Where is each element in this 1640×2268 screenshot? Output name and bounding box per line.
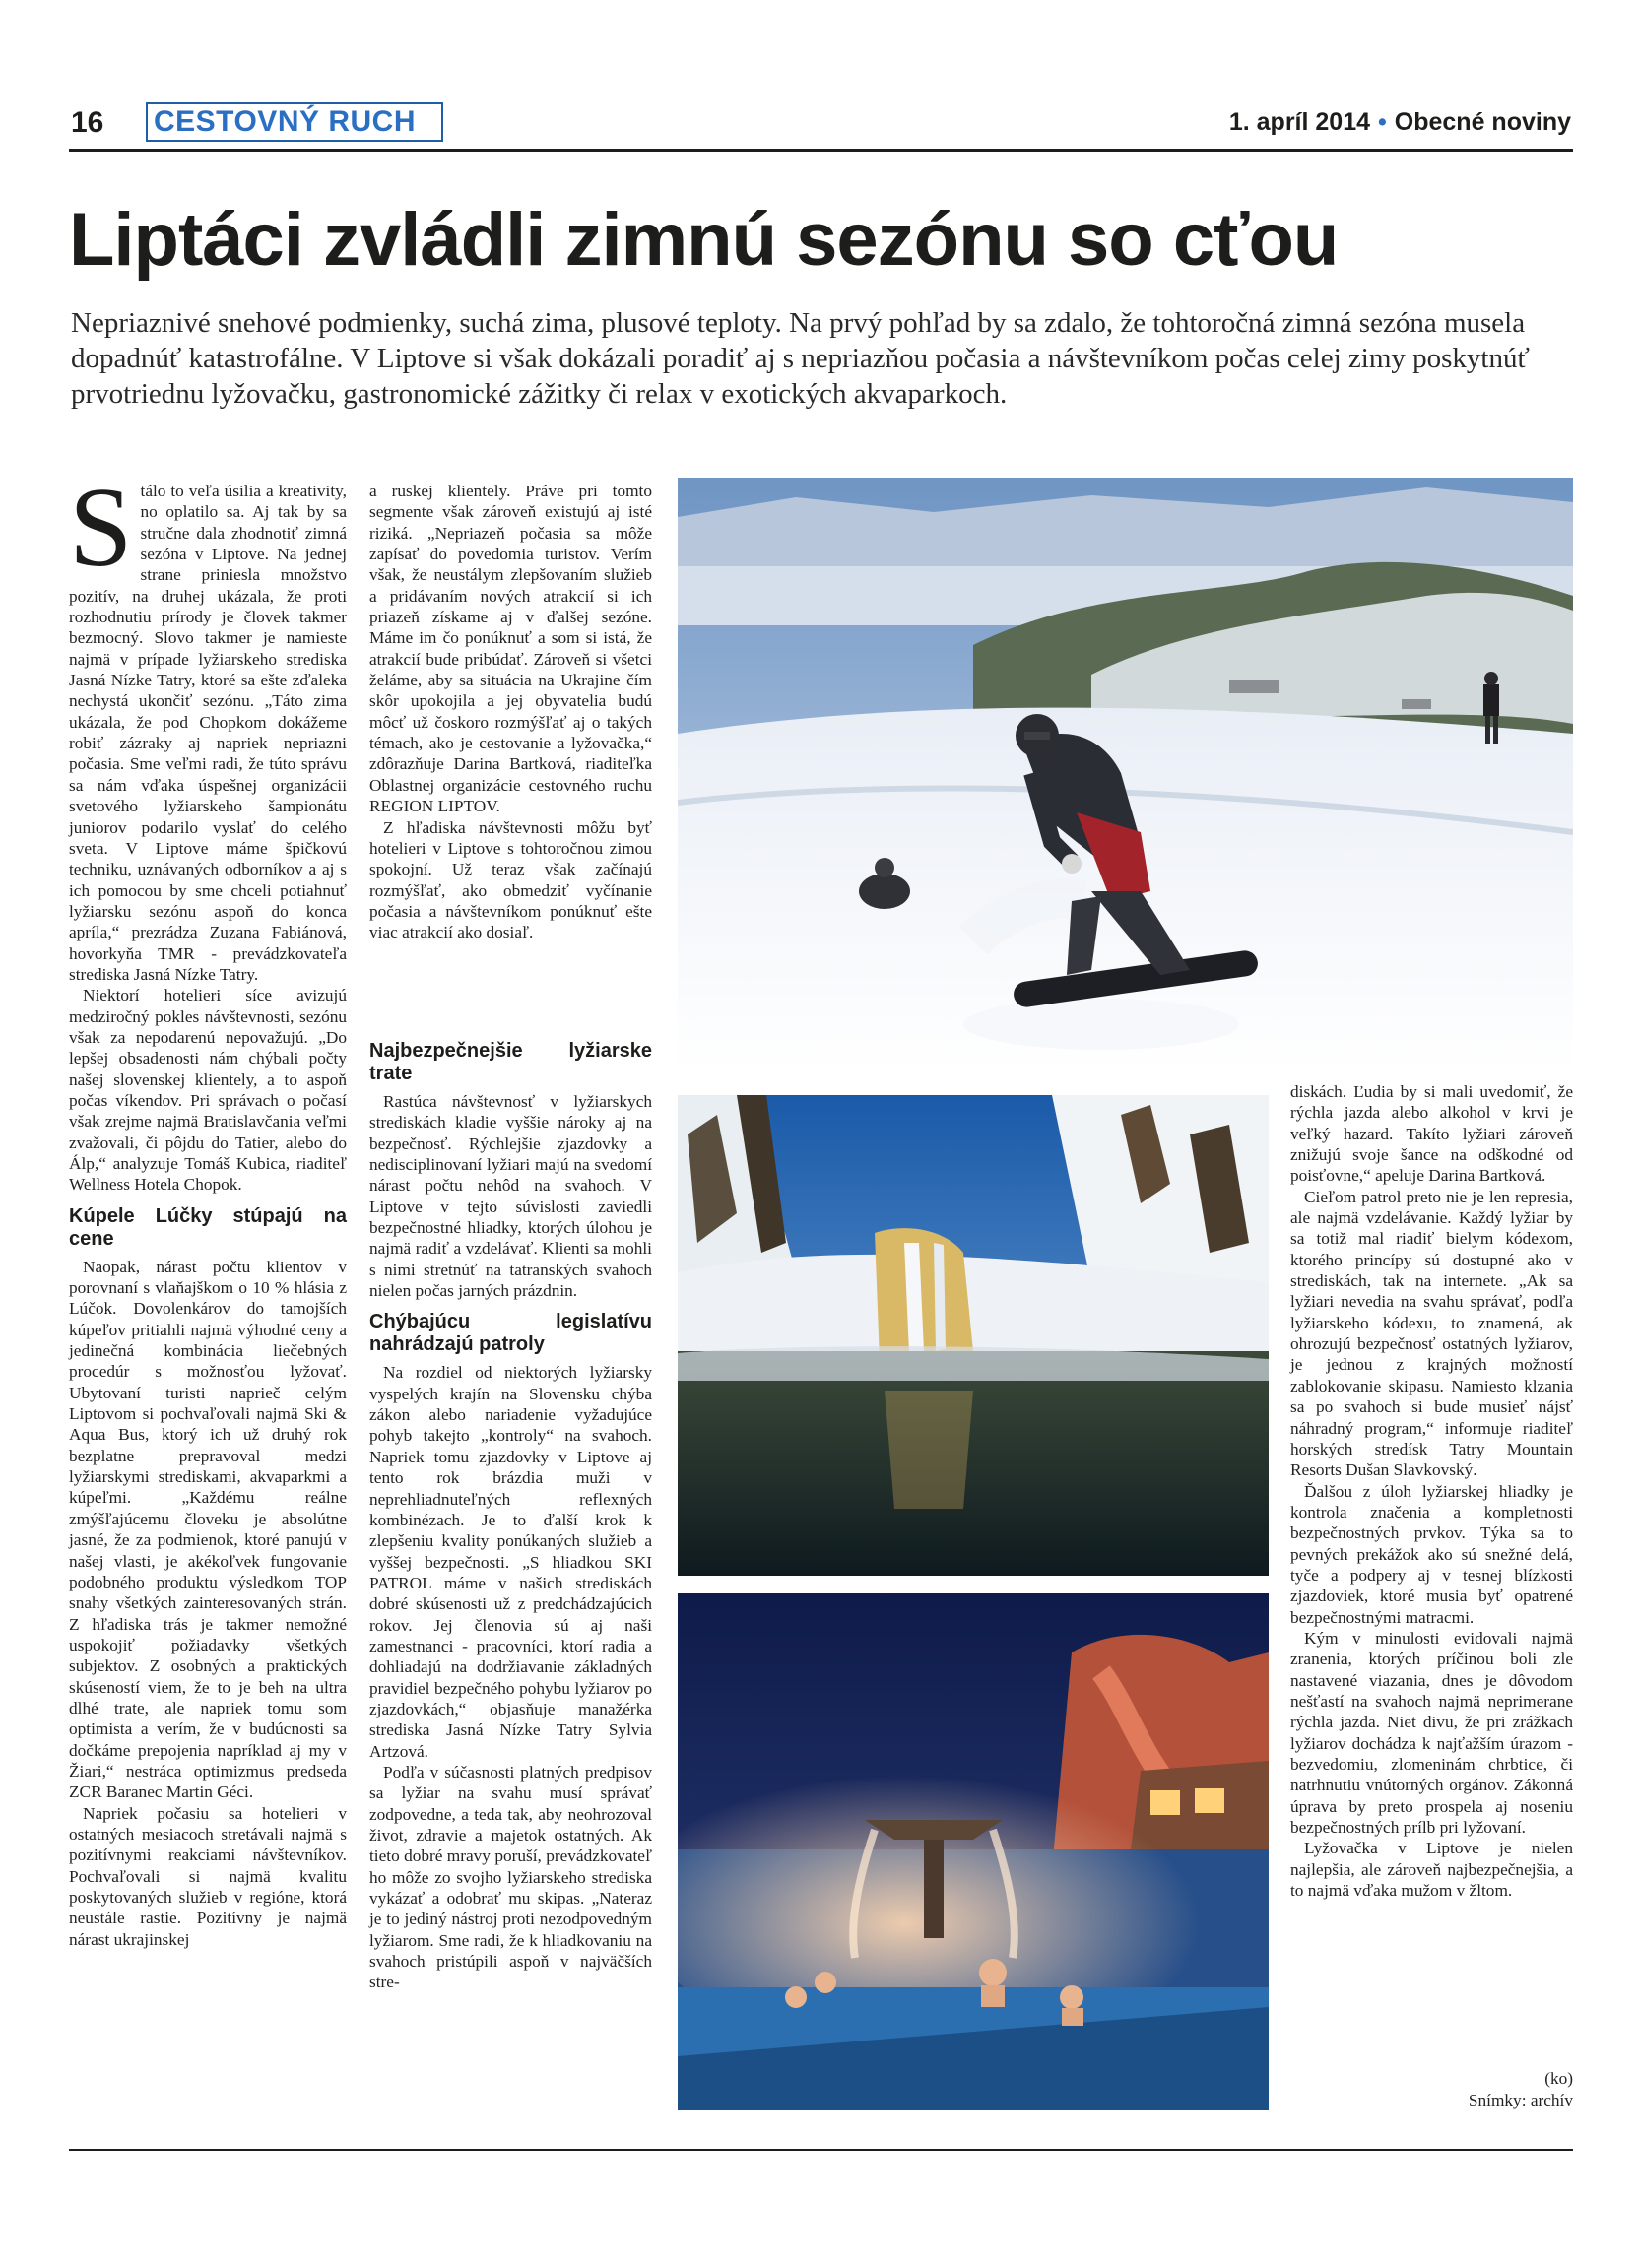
- paragraph: Naopak, nárast počtu klientov v porovnaní s vlaňajškom o 10 % hlásia z Lúčok. Dovolenkárov do tamojších kúpeľov pritiahli najmä výhodné ceny a jedinečná kombinácia liečebných procedúr s možnosťou lyžovať. Ubytovaní turisti naprieč celým Liptovom si pochvaľovali najmä Ski & Aqua Bus, ktorý ich už druhý rok bezplatne prepravoval medzi lyžiarskymi strediskami, akvaparkmi a kúpeľmi. „Každému reálne zmýšľajúcemu človeku je absolútne jasné, že za podmienok, ktoré panujú v našej vlasti, je akékoľvek fungovanie podobného produktu výsledkom TOP snahy všetkých zainteresovaných strán. Z hľadiska trás je takmer nemožné uspokojiť požiadavky všetkých subjektov. Z osobných a praktických skúseností viem, že to je beh na ultra dlhé trate, ale napriek tomu som optimista a verím, že v budúcnosti sa dočkáme prepojenia napríklad aj my v Žiari,“ nestráca optimizmus predseda ZCR Baranec Martin Géci.: [69, 1257, 347, 1802]
- article-column-2: [369, 481, 652, 943]
- paragraph: a ruskej klientely. Práve pri tomto segmente však zároveň existujú aj isté riziká. „Nepriazeň počasia sa môže zapísať do povedomia turistov. Verím však, že neustálym zlepšovaním služieb a pridávaním nových atrakcií si ich priazeň získame aj v ďalšej sezóne. Máme im čo ponúknuť a som si istá, že atrakcií bude pribúdať. Zároveň si všetci želáme, aby sa situácia na Ukrajine čím skôr upokojila a jej obyvatelia budú môcť už čoskoro rozmýšľať aj o takých témach, ako je cestovanie a lyžovačka,“ zdôrazňuje Darina Bartková, riaditeľka Oblastnej organizácie cestovného ruchu REGION LIPTOV.: [369, 482, 652, 816]
- drop-cap: S: [69, 465, 133, 591]
- paragraph: Napriek počasiu sa hotelieri v ostatných mesiacoch stretávali najmä s pozitívnymi reakciami návštevníkov. Pochvaľovali si najmä kvalitu poskytovaných služieb v regióne, ktorá neustále rastie. Pozitívny je najmä nárast ukrajinskej: [69, 1803, 347, 1949]
- lead-text: Nepriaznivé snehové podmienky, suchá zima, plusové teploty. Na prvý pohľad by sa zdalo, že tohtoročná zimná sezóna musela dopadnúť katastrofálne. V Liptove si však dokázali poradiť aj s nepriazňou počasia a návštevníkom počas celej zimy poskytnúť prvotriednu lyžovačku, gastronomické zážitky či relax v exotických akvaparkoch.: [71, 307, 1530, 410]
- publication-name: Obecné noviny: [1394, 108, 1571, 136]
- article-column-3: [369, 1040, 652, 1993]
- bottom-rule: [69, 2149, 1573, 2151]
- credits: [1290, 2068, 1573, 2111]
- subheading: Chýbajúcu legislatívu nahrádzajú patroly: [369, 1311, 652, 1356]
- issue-info: [1229, 108, 1571, 137]
- paragraph: Cieľom patrol preto nie je len represia, ale najmä vzdelávanie. Každý lyžiar by sa totiž mal riadiť bielym kódexom, ktorého princípy sú dostupné ako v strediskách, tak na internete. „Ak sa lyžiari nevedia na svahu správať, podľa lyžiarskeho kódexu, to znamená, ak ohrozujú bezpečnosť ostatných lyžiarov, je jednou z krajných možností zablokovanie skipasu. Namiesto klzania sa po svahoch si bude musieť nájsť náhradný program,“ informuje riaditeľ horských stredísk Tatry Mountain Resorts Dušan Slavkovský.: [1290, 1187, 1573, 1480]
- author-initials: (ko): [1544, 2069, 1573, 2088]
- article-column-4: [1290, 1081, 1573, 1901]
- paragraph: Na rozdiel od niektorých lyžiarsky vyspelých krajín na Slovensku chýba zákon alebo nariadenie vyžadujúce pohyb takejto „kontroly“ na svahoch. Napriek tomu zjazdovky v Liptove aj tento rok brázdia muži v neprehliadnuteľných reflexných kombinézach. Je to ďalší krok k zlepšeniu kvality ponúkaných služieb a vyššej bezpečnosti. „S hliadkou SKI PATROL máme v našich strediskách dobré skúsenosti už z predchádzajúcich rokov. Jej členovia sú aj naši zamestnanci - pracovníci, ktorí radia a dohliadajú na dodržiavanie základných pravidiel bezpečného pohybu lyžiarov po zjazdovkách,“ objasňuje manažérka strediska Jasná Nízke Tatry Sylvia Artzová.: [369, 1363, 652, 1761]
- issue-date: 1. apríl 2014: [1228, 108, 1371, 136]
- photo-winter-waterfall: [678, 1095, 1269, 1576]
- photo-credit: Snímky: archív: [1468, 2091, 1573, 2109]
- subheading: Najbezpečnejšie lyžiarske trate: [369, 1040, 652, 1084]
- subheading: Kúpele Lúčky stúpajú na cene: [69, 1204, 347, 1250]
- paragraph: Ďalšou z úloh lyžiarskej hliadky je kontrola značenia a kompletnosti bezpečnostných prvkov. Týka sa to pevných prekážok ako sú snežné delá, tyče a podpery aj v tesnej blízkosti zjazdoviek, ktoré musia byť opatrené bezpečnostnými matracmi.: [1290, 1481, 1573, 1627]
- paragraph: Niektorí hotelieri síce avizujú medziročný pokles návštevnosti, sezónu však za nepodarenú nepovažujú. „Do lepšej obsadenosti nám chýbali počty našej slovenskej klientely, a to aspoň počas víkendov. Pri správach o počasí však zrejme najmä Bratislavčania veľmi zvažovali, či pôjdu do Tatier, alebo do Álp,“ analyzuje Tomáš Kubica, riaditeľ Wellness Hotela Chopok.: [69, 986, 347, 1195]
- top-rule: [69, 149, 1573, 152]
- article-lead: [71, 305, 1568, 412]
- article-headline: Liptáci zvládli zimnú sezónu so cťou: [69, 198, 1339, 282]
- paragraph: Lyžovačka v Liptove je nielen najlepšia, ale zároveň najbezpečnejšia, a to najmä vďaka mužom v žltom.: [1290, 1839, 1573, 1901]
- paragraph: Podľa v súčasnosti platných predpisov sa lyžiar na svahu musí správať zodpovedne, a teda tak, aby neohrozoval život, zdravie a majetok ostatných. Ak tieto dobré mravy poruší, prevádzkovateľ ho môže zo svojho lyžiarskeho strediska vykázať a odobrať mu skipas. „Nateraz je to jediný nástroj proti nezodpovedným lyžiarom. Sme radi, že k hliadkovaniu na svahoch pristúpili aspoň v najväčších stre-: [369, 1762, 652, 1992]
- page-number: 16: [71, 106, 104, 139]
- photo-snowboarder: [678, 478, 1573, 1073]
- paragraph: tálo to veľa úsilia a kreativity, no oplatilo sa. Aj tak by sa stručne dala zhodnotiť zimná sezóna v Liptove. Na jednej strane priniesla množstvo pozitív, na druhej ukázala, že proti rozhodnutiu prírody je človek takmer bezmocný. Slovo takmer je namieste najmä v prípade lyžiarskeho strediska Jasná Nízke Tatry, ktoré sa ešte zďaleka nechystá ukončiť sezónu. „Táto zima ukázala, že pod Chopkom dokážeme robiť zázraky aj napriek nepriazni počasia. Sme veľmi radi, že túto správu sa nám vďaka úspešnej organizácii svetového lyžiarskeho šampionátu juniorov podarilo vyslať do celého sveta. V Liptove máme špičkovú techniku, uznávaných odborníkov a aj s ich pomocou by sme chceli potiahnuť lyžiarsku sezónu aspoň do konca apríla,“ prezrádza Zuzana Fabiánová, hovorkyňa TMR - prevádzkovateľa strediska Jasná Nízke Tatry.: [69, 482, 347, 984]
- photo-thermal-pool: [678, 1593, 1269, 2110]
- paragraph: diskách. Ľudia by si mali uvedomiť, že rýchla jazda alebo alkohol v krvi je veľký hazard. Takíto lyžiari zároveň znižujú svoje šance na odškodné od poisťovne,“ apeluje Darina Bartková.: [1290, 1082, 1573, 1186]
- section-label: CESTOVNÝ RUCH: [146, 102, 443, 142]
- separator-dot: •: [1378, 108, 1387, 136]
- paragraph: Z hľadiska návštevnosti môžu byť hotelieri v Liptove s tohtoročnou zimou spokojní. Už teraz však začínajú rozmýšľať, ako obmedziť vyčínanie počasia a návštevníkom ponúknuť ešte viac atrakcií ako dosiaľ.: [369, 817, 652, 942]
- article-column-1: [69, 465, 347, 1950]
- paragraph: Rastúca návštevnosť v lyžiarskych strediskách kladie vyššie nároky aj na bezpečnosť. Rýchlejšie zjazdovky a nedisciplinovaní lyžiari majú na svedomí nárast počtu nehôd na svahoch. V Liptove v tejto súvislosti zaviedli bezpečnostné hliadky, ktorých úlohou je najmä radiť a vzdelávať. Klienti sa mohli s nimi stretnúť na tatranských svahoch nielen počas jarných prázdnin.: [369, 1092, 652, 1301]
- paragraph: Kým v minulosti evidovali najmä zranenia, ktorých príčinou boli zle nastavené viazania, dnes je dôvodom nešťastí na svahoch najmä neprimerane rýchla jazda. Niet divu, že pri zrážkach lyžiarov dochádza k najťažším úrazom - bezvedomiu, zlomeninám chrbtice, či natrhnutiu vnútorných orgánov. Zákonná úprava by preto prospela aj noseniu bezpečnostných prílb pri lyžovaní.: [1290, 1628, 1573, 1838]
